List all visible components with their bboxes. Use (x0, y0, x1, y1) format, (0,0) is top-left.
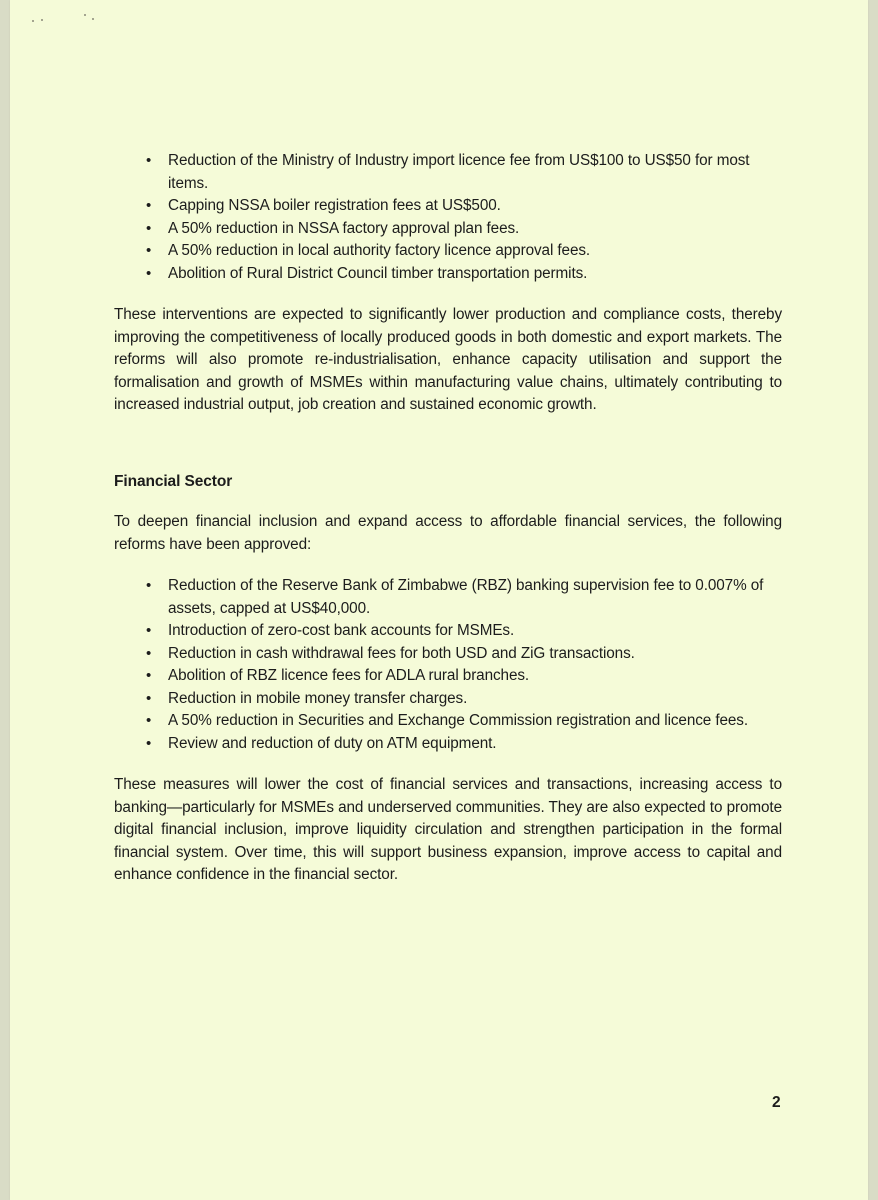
scan-speck (32, 20, 34, 22)
scan-speck (41, 19, 43, 21)
bullet-icon: • (146, 264, 152, 282)
list-item: • A 50% reduction in Securities and Exchange Commission registration and licence fees. (168, 710, 782, 733)
list-item: • Abolition of Rural District Council timber transportation permits. (168, 263, 782, 286)
list-item: • Reduction of the Reserve Bank of Zimbabwe (RBZ) banking supervision fee to 0.007% of assets, capped at US$40,000. (146, 577, 764, 617)
scan-speck (84, 14, 86, 16)
scan-specks (32, 12, 112, 32)
bullet-icon: • (146, 667, 152, 684)
bullet-icon: • (146, 734, 152, 752)
scan-speck (92, 18, 94, 20)
industry-impact-paragraph: These interventions are expected to significantly lower production and compliance costs, thereby improving the competitiveness of locally produced goods in both domestic and export markets. The reforms will also promote re-industrialisation, enhance capacity utilisation and support the formalisation and growth of MSMEs within manufacturing value chains, ultimately contributing to increased industrial output, job creation and sustained economic growth. (114, 306, 782, 413)
list-item: • A 50% reduction in NSSA factory approval plan fees. (168, 218, 782, 241)
list-item: • Capping NSSA boiler registration fees at US$500. (168, 195, 782, 218)
page-number: 2 (772, 1094, 781, 1111)
document-body (114, 150, 782, 887)
document-page (10, 0, 868, 1200)
bullet-icon: • (146, 712, 152, 729)
bullet-icon: • (146, 197, 152, 214)
bullet-icon: • (146, 577, 152, 594)
list-item: • Reduction of the Ministry of Industry import licence fee from US$100 to US$50 for most items. (146, 152, 750, 192)
bullet-icon: • (146, 242, 152, 259)
list-item: • Review and reduction of duty on ATM equipment. (168, 733, 782, 756)
bullet-icon: • (146, 152, 152, 169)
list-item: • A 50% reduction in local authority factory licence approval fees. (168, 240, 782, 263)
bullet-icon: • (146, 689, 152, 707)
list-item: • Reduction in mobile money transfer charges. (168, 688, 782, 711)
financial-impact-paragraph: These measures will lower the cost of financial services and transactions, increasing access to banking—particularly for MSMEs and underserved communities. They are also expected to promote digital financial inclusion, improve liquidity circulation and strengthen participation in the formal financial system. Over time, this will support business expansion, improve access to capital and enhance confidence in the financial sector. (114, 776, 782, 883)
section-title: Financial Sector (114, 472, 233, 490)
list-item: • Reduction in cash withdrawal fees for both USD and ZiG transactions. (168, 643, 782, 666)
list-item: • Abolition of RBZ licence fees for ADLA rural branches. (168, 665, 782, 688)
industry-reform-list (114, 150, 782, 285)
financial-intro-paragraph: To deepen financial inclusion and expand access to affordable financial services, the following reforms have been approved: (114, 513, 782, 553)
bullet-icon: • (146, 622, 152, 639)
bullet-icon: • (146, 219, 152, 237)
list-item: • Introduction of zero-cost bank accounts for MSMEs. (168, 620, 782, 643)
financial-reform-list (114, 575, 782, 755)
bullet-icon: • (146, 644, 152, 662)
